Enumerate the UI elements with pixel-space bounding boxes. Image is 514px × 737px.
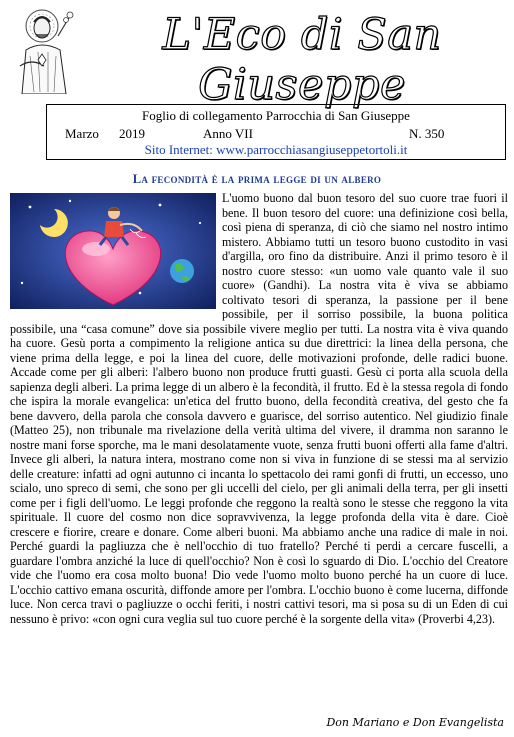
masthead-title: L'Eco di San Giuseppe: [162, 10, 442, 110]
website-link[interactable]: Sito Internet: www.parrocchiasangiuseppetortoli.it: [144, 142, 408, 157]
issue-volume: Anno VII: [203, 126, 253, 141]
masthead: [0, 0, 514, 110]
issue-number: N. 350: [409, 126, 445, 141]
article-body: L'uomo buono dal buon tesoro del suo cuore trae fuori il bene. Il buon tesoro del cuore: una definizione così bella, così piena di speranza, di ciò che siamo nel nostro intimo mistero. Abbiamo tutti un tesoro buono custodito in vasi d'argilla, oro fino da distribuire. Anzi il primo tesoro è il nostro cuore stesso: «un uomo vale quanto vale il suo cuore» (Gandhi). La nostra vita è viva se abbiamo coltivato tesori di speranza, la passione per il bene possibile, per il sorriso possibile, la buona politica possibile, una “casa comune” dove sia possibile vivere meglio per tutti. La nostra vita è viva quando ha cuore. Gesù porta a compimento la religione antica su due direttrici: la linea della persona, che viene prima della legge, e poi la linea del cuore, delle motivazioni profonde, delle radici buone. Accade come per gli alberi: l'albero buono non produce frutti guasti. Gesù ci porta alla scuola della sapienza degli alberi. La prima legge di un albero è la fecondità, il frutto. Ed è la stessa regola di fondo che ispira la morale evangelica: un'etica del frutto buono, della fecondità creativa, del gesto che fa bene davvero, della parola che consola davvero e guarisce, del sorriso autentico. Nel giudizio finale (Matteo 25), non tribunale ma rivelazione della verità ultima del vivere, il dramma non saranno le nostre mani forse sporche, ma le mani desolatamente vuote, senza frutti buoni offerti alla fame d'altri. Invece gli alberi, la natura intera, mostrano come non si viva in funzione di se stessi ma al servizio delle creature: infatti ad ogni autunno ci incanta lo spettacolo dei rami gonfi di frutti, un eccesso, uno scialo, uno spreco di semi, che sono per gli uccelli del cielo, per gli animali della terra, per gli insetti come per i figli dell'uomo. Le leggi profonde che reggono la realtà sono le stesse che reggono la vita spirituale. Il cuore del cosmo non dice sopravvivenza, la legge profonda della vita è dare. Cioè crescere e fiorire, creare e donare. Come alberi buoni. Ma abbiamo anche una radice di male in noi. Perché guardi la pagliuzza che è nell'occhio di tuo fratello? Perché ti perdi a cercare fuscelli, a guardare l'ombra anziché la luce di quell'occhio? Non è così lo sguardo di Dio. L'occhio del Creatore vide che l'uomo era cosa molto buona! Dio vede l'uomo molto buono perché ha un cuore di luce. L'occhio cattivo emana oscurità, diffonde amore per l'ombra. L'occhio buono è come lucerna, diffonde luce. Non cerca travi o pagliuzze o occhi feriti, i nostri cattivi tesori, ma si posa su di un Eden di cui nessuno è privo: «con ogni cura veglia sul tuo cuore perché è la sorgente della vita» (Proverbi 4,23).: [10, 191, 508, 626]
child-on-heart-with-moon-and-globe-icon: [10, 193, 216, 309]
article-headline: La fecondità è la prima legge di un albero: [132, 172, 382, 186]
article-signature: Don Mariano e Don Evangelista: [326, 716, 504, 729]
info-subtitle: Foglio di collegamento Parrocchia di San Giuseppe: [142, 108, 410, 123]
article-body-container: [10, 191, 508, 717]
issue-year: 2019: [119, 126, 145, 141]
info-box: [46, 104, 506, 160]
issue-month: Marzo: [65, 126, 99, 141]
saint-joseph-engraving-icon: [8, 6, 80, 94]
